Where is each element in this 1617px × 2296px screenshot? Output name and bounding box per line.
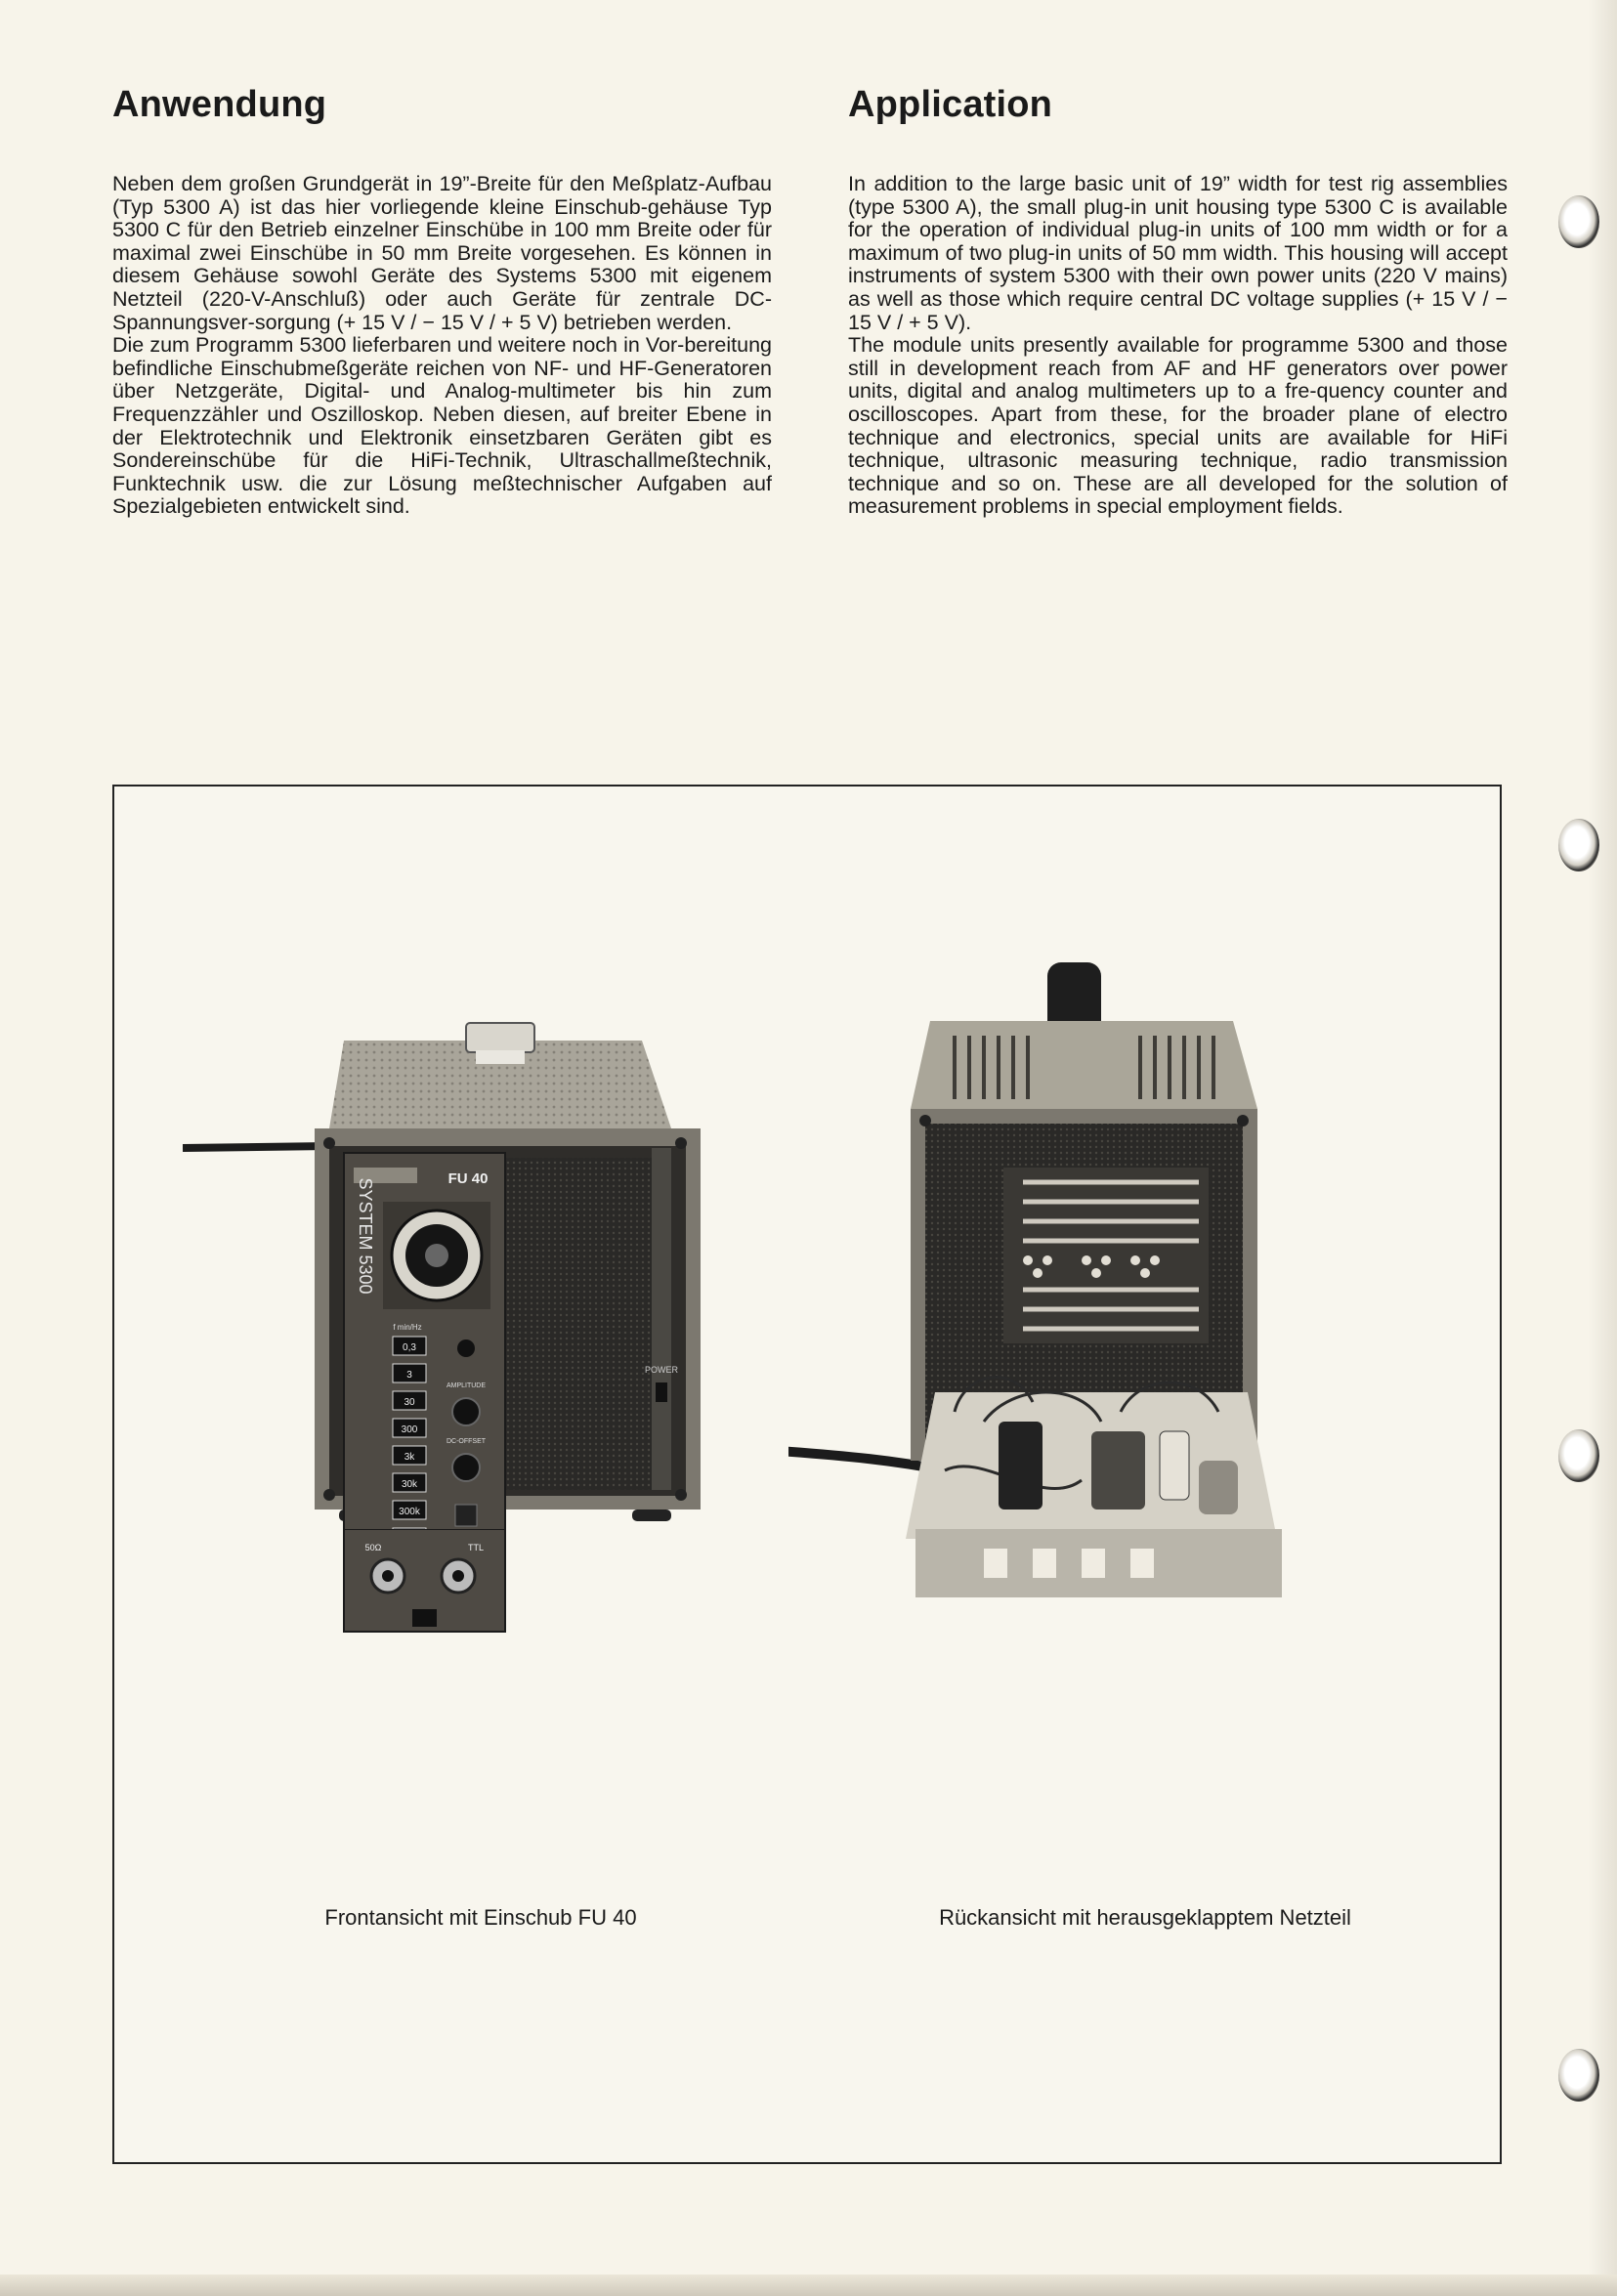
page-bottom-edge (0, 2275, 1617, 2296)
punch-hole (1558, 1429, 1599, 1482)
english-paragraph: In addition to the large basic unit of 19” width for test rig assemblies (type 5300 A), the small plug-in unit housing type 5300 C is available for the operation of individual plug-in units of 100 mm width or for a maximum of two plug-in units of 50 mm width. This housing will accept instruments of system 5300 with their own power units (220 V mains) as well as those which require central DC voltage supplies (+ 15 V / − 15 V / + 5 V). (848, 172, 1508, 334)
english-column (848, 84, 1508, 519)
offset-label: DC-OFFSET (446, 1438, 487, 1445)
page-edge-shadow (1588, 0, 1617, 2296)
photo-frame (112, 785, 1502, 2164)
output-right-label: TTL (467, 1543, 485, 1552)
punch-hole (1558, 2049, 1599, 2102)
output-connectors (339, 1529, 534, 1637)
german-paragraph: Neben dem großen Grundgerät in 19”-Breite für den Meßplatz-Aufbau (Typ 5300 A) ist das hier vorliegende kleine Einschub-gehäuse Typ 5300 C für den Betrieb einzelner Einschübe in 100 mm Breite oder für maximal zwei Einschübe in 50 mm Breite vorgesehen. Es können in diesem Gehäuse sowohl Geräte des Systems 5300 mit eigenem Netzteil (220-V-Anschluß) oder auch Geräte für zentrale DC-Spannungsver-sorgung (+ 15 V / − 15 V / + 5 V) betrieben werden. (112, 172, 772, 334)
english-heading: Application (848, 84, 1053, 125)
german-body (112, 173, 772, 519)
range-button: 30k (401, 1479, 418, 1490)
range-button: 3 (406, 1370, 412, 1381)
system-label: SYSTEM 5300 (356, 1177, 375, 1295)
punch-hole (1558, 819, 1599, 872)
english-body (848, 173, 1508, 519)
punch-hole (1558, 195, 1599, 248)
german-heading: Anwendung (112, 84, 327, 125)
german-column (112, 84, 772, 519)
range-button: 30 (404, 1397, 415, 1408)
range-button: 3k (404, 1452, 415, 1463)
english-paragraph: The module units presently available for programme 5300 and those still in development reach from AF and HF generators over power units, digital and analog multimeters up to a fre-quency counter and oscilloscopes. Apart from these, for the broader plane of electro technique and electronics, special units are available for HiFi technique, ultrasonic measuring technique, radio transmission technique and so on. These are all developed for the solution of measurement problems in special employment fields. (848, 333, 1508, 519)
front-view-caption: Frontansicht mit Einschub FU 40 (324, 1905, 637, 1930)
front-view-photo (183, 1001, 730, 1568)
rear-view-photo (788, 962, 1336, 1607)
range-button: 0,3 (403, 1342, 416, 1353)
panel-model-label: FU 40 (447, 1170, 489, 1187)
range-header: f min/Hz (393, 1323, 422, 1332)
range-button: 300k (399, 1507, 420, 1517)
rear-view-caption: Rückansicht mit herausgeklapptem Netzteil (939, 1905, 1351, 1930)
output-left-label: 50Ω (364, 1543, 382, 1552)
range-button: 300 (401, 1424, 418, 1435)
german-paragraph: Die zum Programm 5300 lieferbaren und weitere noch in Vor-bereitung befindliche Einschubmeßgeräte reichen von NF- und HF-Generatoren über Netzgeräte, Digital- und Analog-multimeter bis hin zum Frequenzzähler und Oszilloskop. Neben diesen, auf breiter Ebene in der Elektrotechnik und Elektronik einsetzbaren Geräten gibt es Sondereinschübe für die HiFi-Technik, Ultraschallmeßtechnik, Funktechnik usw. die zur Lösung meßtechnischer Aufgaben auf Spezialgebieten entwickelt sind. (112, 333, 772, 519)
amplitude-label: AMPLITUDE (446, 1382, 487, 1389)
power-label: POWER (644, 1365, 679, 1375)
